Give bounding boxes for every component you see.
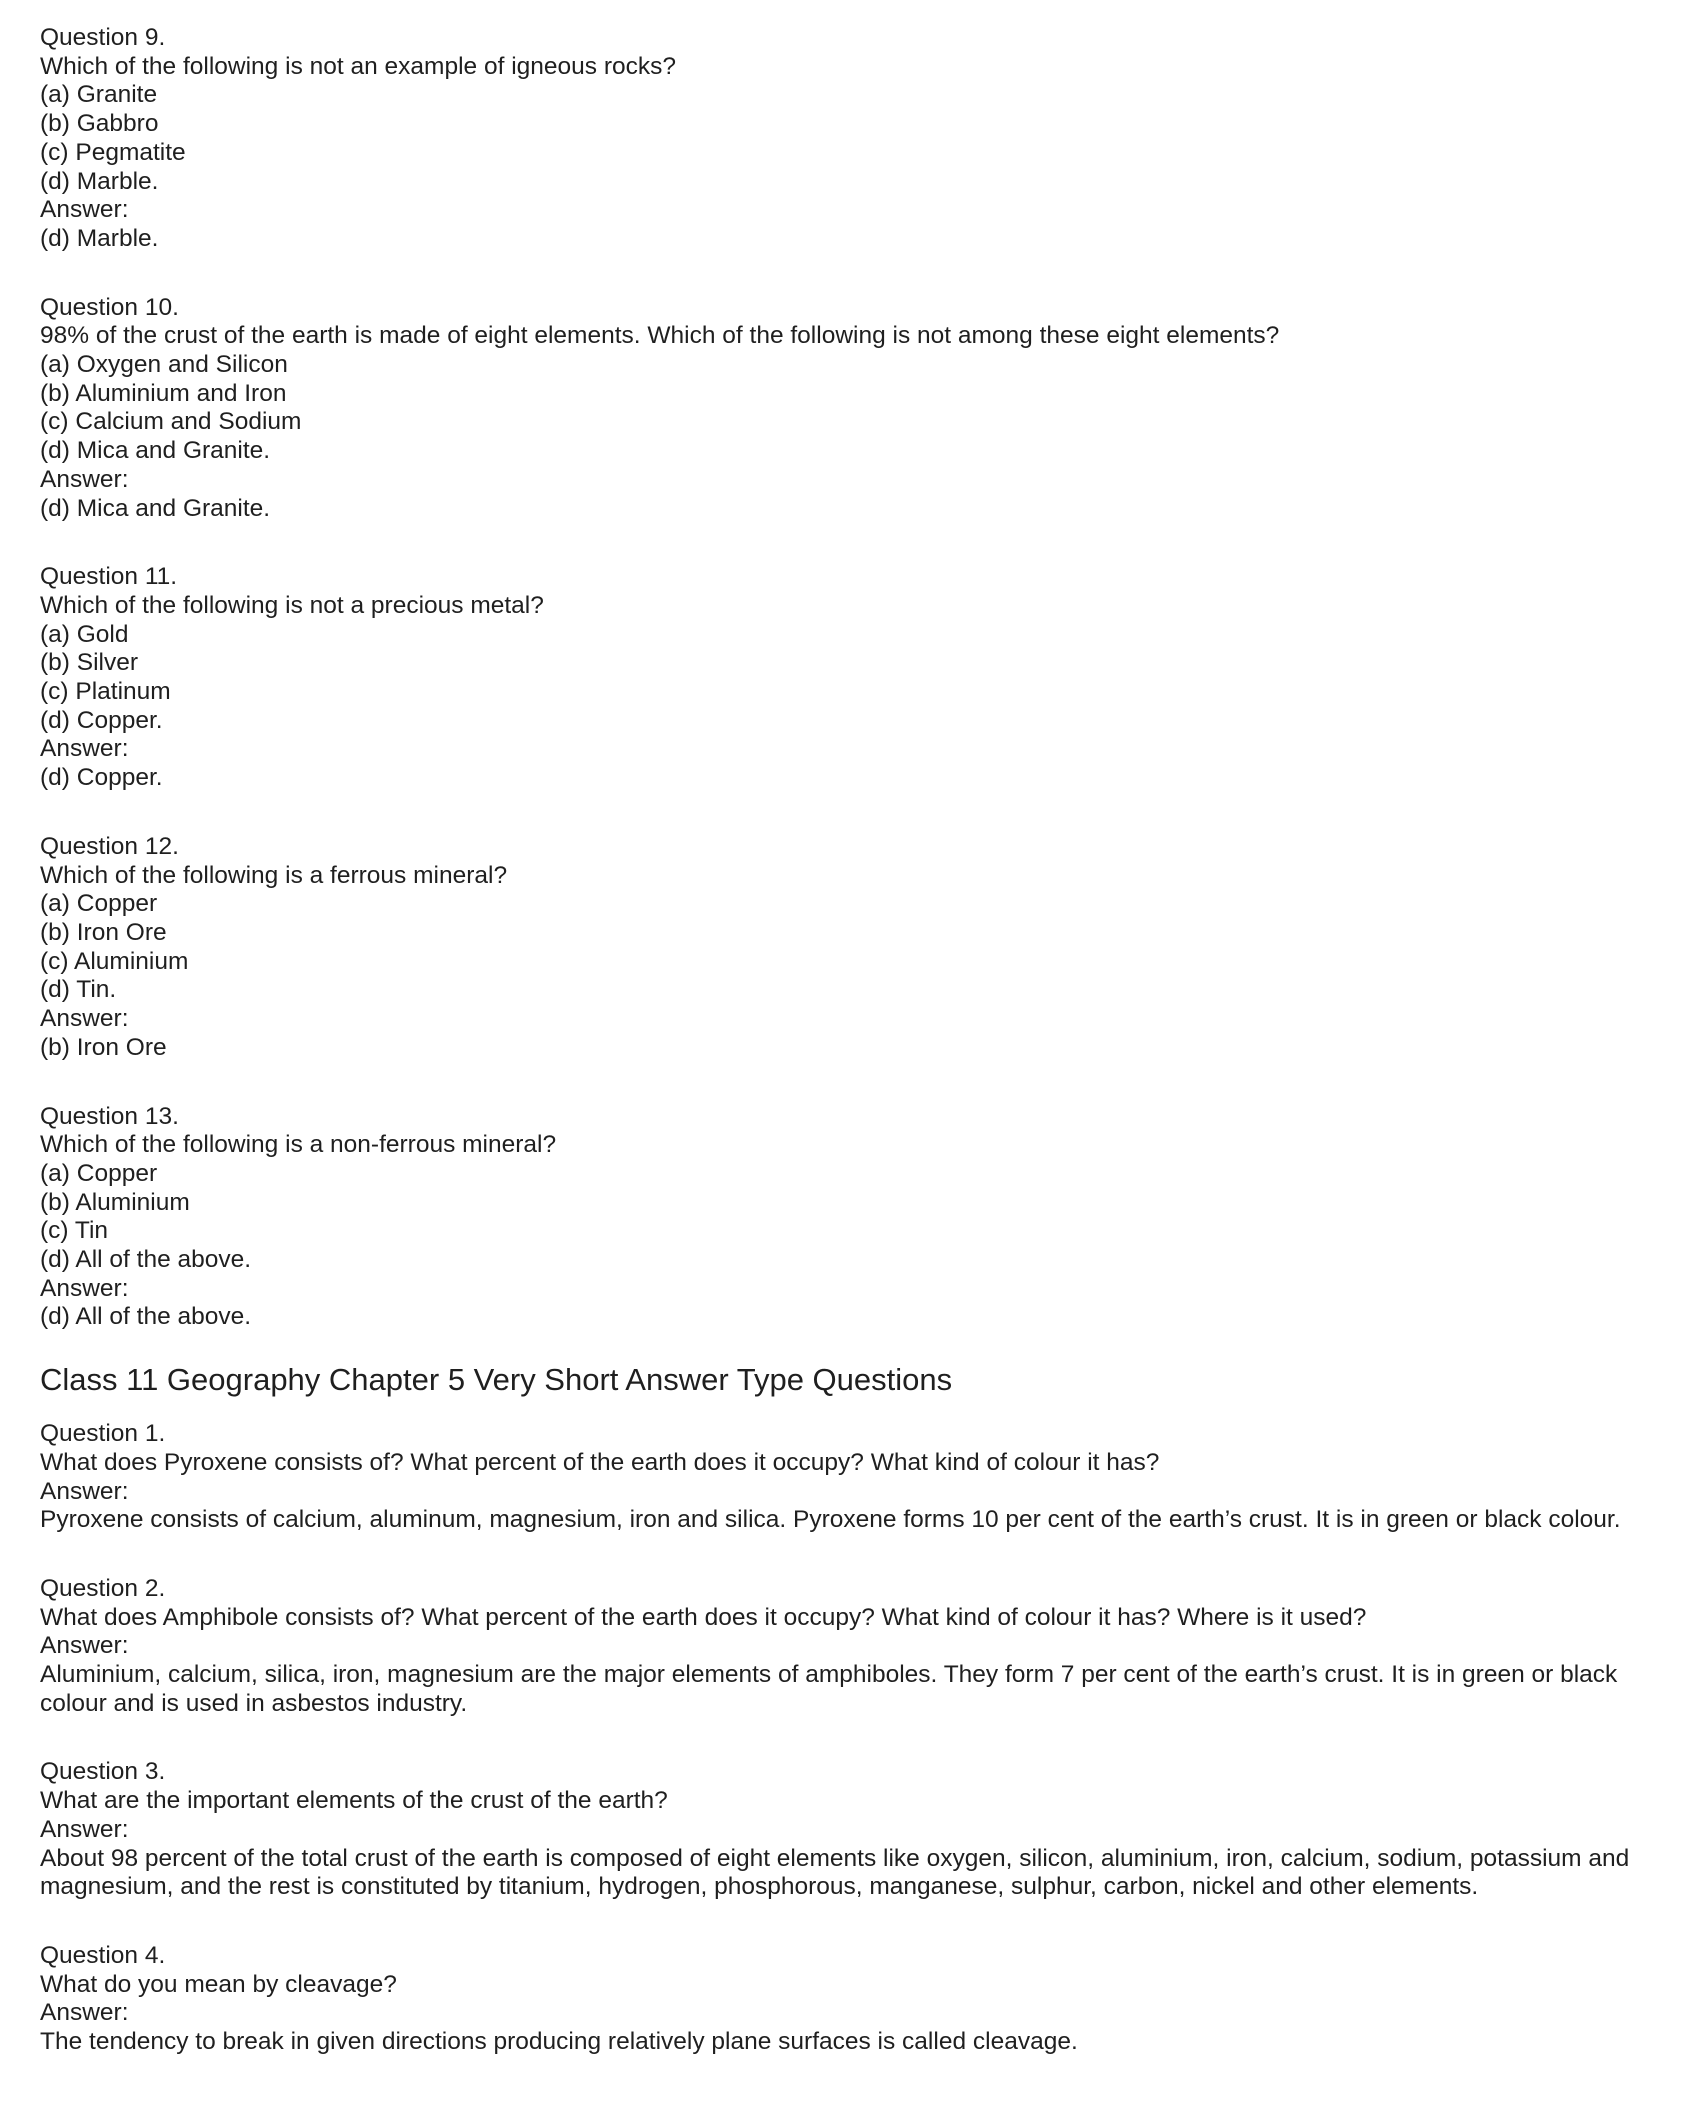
answer-value: (d) Copper.: [40, 764, 163, 792]
question-prompt: Which of the following is a ferrous mineral?: [40, 861, 508, 889]
option-a: (a) Copper: [40, 1159, 158, 1187]
question-number: Question 1.: [40, 1420, 166, 1448]
question-prompt: 98% of the crust of the earth is made of eight elements. Which of the following is not among these eight elements?: [40, 322, 1280, 350]
option-b: (b) Gabbro: [40, 110, 159, 138]
answer-label: Answer:: [40, 1005, 129, 1033]
option-c: (c) Calcium and Sodium: [40, 408, 302, 436]
option-b: (b) Iron Ore: [40, 918, 167, 946]
option-b: (b) Aluminium: [40, 1188, 190, 1216]
question-prompt: Which of the following is not a precious metal?: [40, 591, 544, 619]
question-prompt: What does Amphibole consists of? What percent of the earth does it occupy? What kind of colour it has? Where is it used?: [40, 1603, 1367, 1631]
short-answer-block: [40, 1942, 1670, 2057]
question-number: Question 2.: [40, 1574, 166, 1602]
answer-value: (b) Iron Ore: [40, 1033, 167, 1061]
answer-label: Answer:: [40, 1274, 129, 1302]
question-number: Question 3.: [40, 1758, 166, 1786]
answer-label: Answer:: [40, 465, 129, 493]
option-a: (a) Oxygen and Silicon: [40, 351, 288, 379]
answer-value: (d) Mica and Granite.: [40, 494, 271, 522]
option-d: (d) Copper.: [40, 706, 163, 734]
option-c: (c) Aluminium: [40, 947, 189, 975]
question-prompt: What do you mean by cleavage?: [40, 1970, 397, 1998]
option-d: (d) All of the above.: [40, 1246, 252, 1274]
answer-text: Pyroxene consists of calcium, aluminum, magnesium, iron and silica. Pyroxene forms 10 per cent of the earth’s crust. It is in green or black colour.: [40, 1506, 1621, 1534]
option-d: (d) Tin.: [40, 976, 117, 1004]
answer-label: Answer:: [40, 1477, 129, 1505]
answer-label: Answer:: [40, 196, 129, 224]
option-c: (c) Pegmatite: [40, 138, 186, 166]
document-page: [40, 24, 1670, 2097]
option-b: (b) Silver: [40, 649, 139, 677]
answer-label: Answer:: [40, 1632, 129, 1660]
answer-label: Answer:: [40, 1815, 129, 1843]
answer-value: (d) All of the above.: [40, 1303, 252, 1331]
option-c: (c) Platinum: [40, 678, 171, 706]
option-c: (c) Tin: [40, 1217, 109, 1245]
answer-value: (d) Marble.: [40, 224, 159, 252]
option-a: (a) Granite: [40, 81, 158, 109]
short-answer-block: [40, 1420, 1670, 1535]
option-a: (a) Copper: [40, 890, 158, 918]
option-b: (b) Aluminium and Iron: [40, 379, 287, 407]
option-d: (d) Marble.: [40, 167, 159, 195]
question-block: [40, 1103, 1670, 1333]
question-block: [40, 294, 1670, 524]
question-block: [40, 563, 1670, 793]
answer-text: The tendency to break in given directions producing relatively plane surfaces is called cleavage.: [40, 2028, 1078, 2056]
question-prompt: What does Pyroxene consists of? What percent of the earth does it occupy? What kind of colour it has?: [40, 1448, 1160, 1476]
answer-text: About 98 percent of the total crust of the earth is composed of eight elements like oxygen, silicon, aluminium, iron, calcium, sodium, potassium and magnesium, and the rest is constituted by titanium, hydrogen, phosphorous, manganese, sulphur, carbon, nickel and other elements.: [40, 1844, 1630, 1901]
option-d: (d) Mica and Granite.: [40, 437, 271, 465]
question-number: Question 10.: [40, 293, 179, 321]
question-number: Question 9.: [40, 24, 166, 51]
question-prompt: What are the important elements of the crust of the earth?: [40, 1787, 668, 1815]
question-prompt: Which of the following is a non-ferrous mineral?: [40, 1131, 557, 1159]
short-answer-block: [40, 1575, 1670, 1719]
answer-label: Answer:: [40, 735, 129, 763]
question-number: Question 4.: [40, 1941, 166, 1969]
question-block: [40, 833, 1670, 1063]
question-prompt: Which of the following is not an example of igneous rocks?: [40, 52, 676, 80]
option-a: (a) Gold: [40, 620, 129, 648]
section-heading: Class 11 Geography Chapter 5 Very Short Answer Type Questions: [40, 1362, 953, 1398]
question-number: Question 12.: [40, 832, 179, 860]
answer-label: Answer:: [40, 1999, 129, 2027]
short-answer-block: [40, 1758, 1670, 1902]
question-block: [40, 24, 1670, 254]
question-number: Question 13.: [40, 1102, 179, 1130]
question-number: Question 11.: [40, 563, 178, 591]
answer-text: Aluminium, calcium, silica, iron, magnesium are the major elements of amphiboles. They form 7 per cent of the earth’s crust. It is in green or black colour and is used in asbestos industry.: [40, 1661, 1618, 1717]
